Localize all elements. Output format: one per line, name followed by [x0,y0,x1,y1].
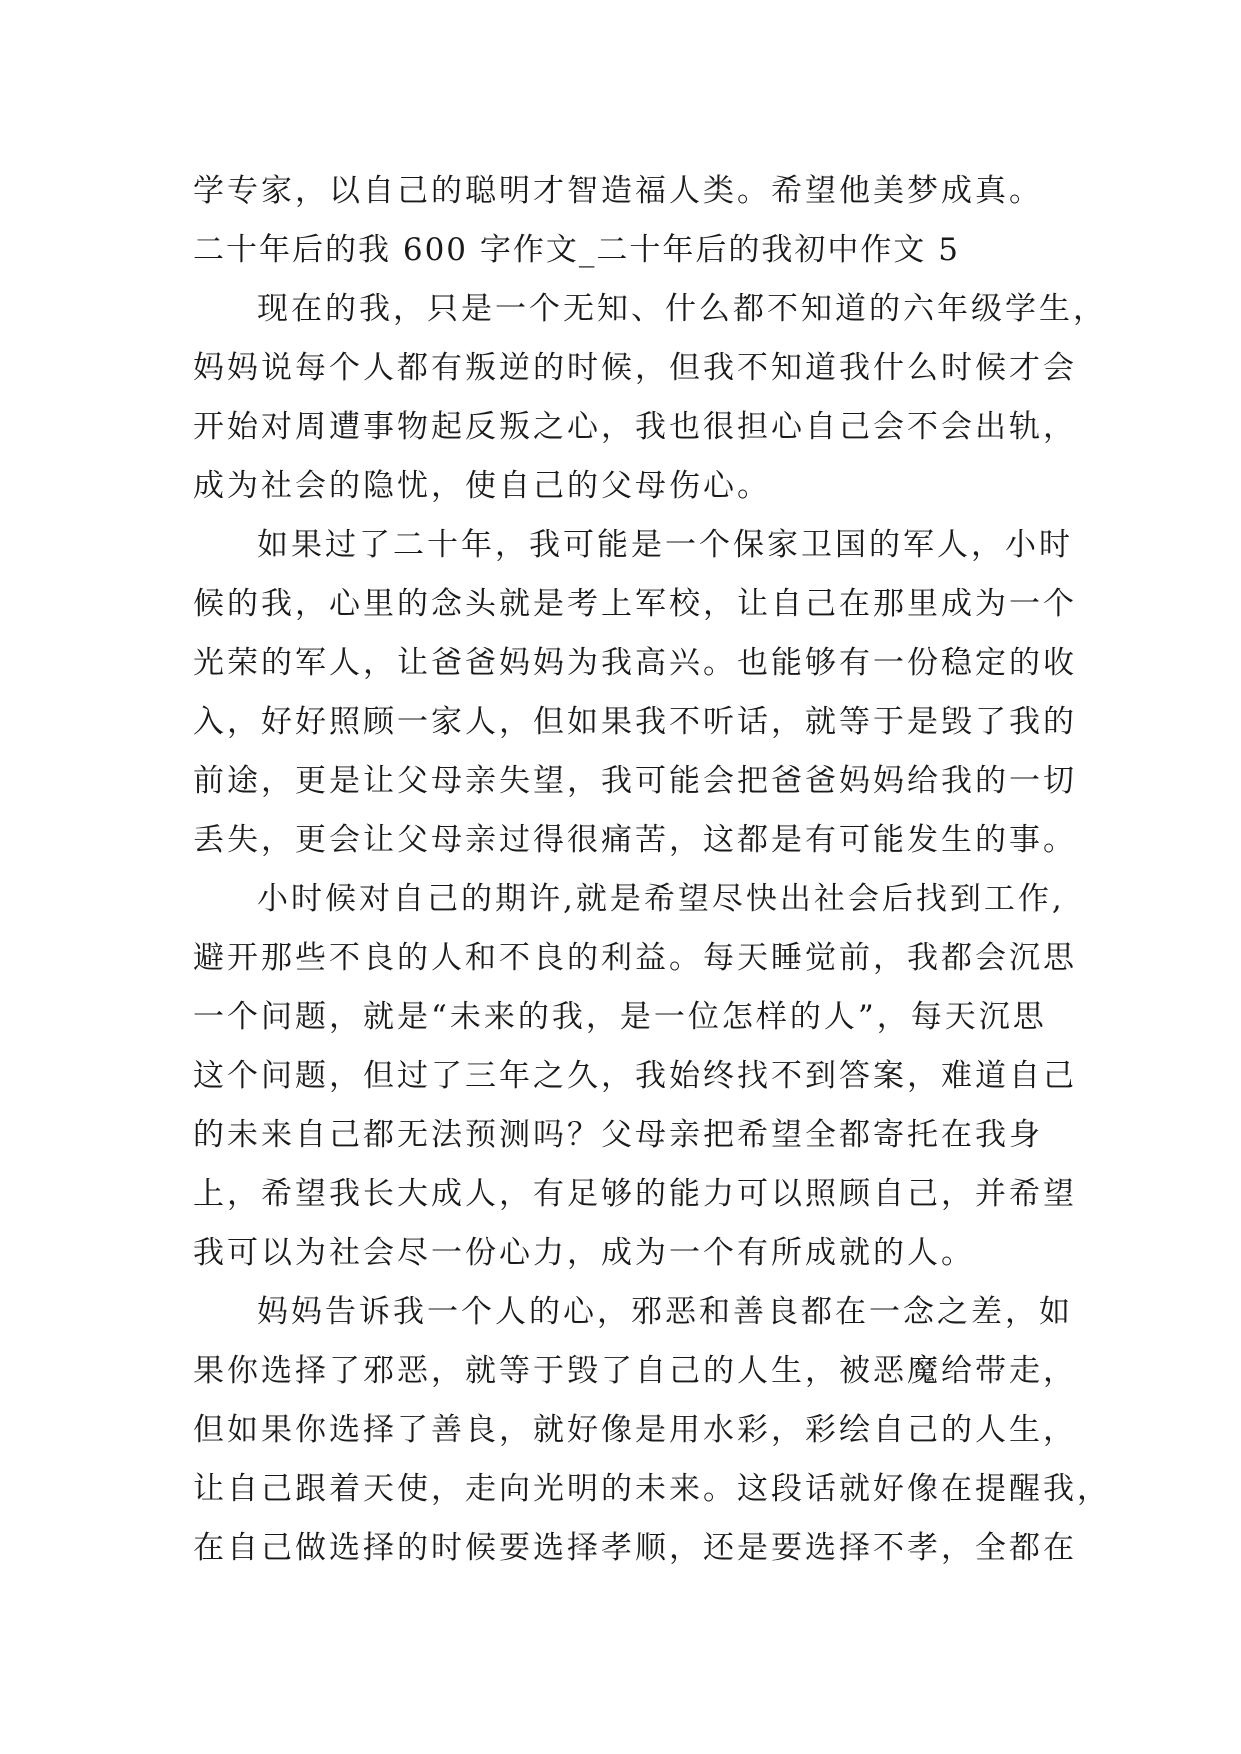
text-line: 妈妈说每个人都有叛逆的时候，但我不知道我什么时候才会 [193,350,1077,386]
text-line: 避开那些不良的人和不良的利益。每天睡觉前，我都会沉思 [193,940,1077,976]
document-body [193,162,1111,1578]
text-line: 妈妈告诉我一个人的心，邪恶和善良都在一念之差，如 [257,1294,1073,1330]
text-line: 在自己做选择的时候要选择孝顺，还是要选择不孝，全都在 [193,1530,1077,1566]
text-line: 光荣的军人，让爸爸妈妈为我高兴。也能够有一份稳定的收 [193,645,1077,681]
paragraph-3 [193,870,1077,1283]
text-line: 开始对周遭事物起反叛之心，我也很担心自己会不会出轨， [193,409,1077,445]
text-line: 前途，更是让父母亲失望，我可能会把爸爸妈妈给我的一切 [193,763,1077,799]
text-line: 入，好好照顾一家人，但如果我不听话，就等于是毁了我的 [193,704,1077,740]
section-heading: 二十年后的我 600 字作文_二十年后的我初中作文 5 [193,232,960,268]
text-line: 果你选择了邪恶，就等于毁了自己的人生，被恶魔给带走， [193,1353,1077,1389]
continuation-line: 学专家，以自己的聪明才智造福人类。希望他美梦成真。 [193,173,1043,209]
text-line: 现在的我，只是一个无知、什么都不知道的六年级学生， [257,291,1107,327]
paragraph-4 [193,1283,1111,1578]
text-line: 丢失，更会让父母亲过得很痛苦，这都是有可能发生的事。 [193,822,1077,858]
text-line: 候的我，心里的念头就是考上军校，让自己在那里成为一个 [193,586,1077,622]
text-line: 的未来自己都无法预测吗？父母亲把希望全都寄托在我身 [193,1117,1043,1153]
text-line: 这个问题，但过了三年之久，我始终找不到答案，难道自己 [193,1058,1077,1094]
text-line: 但如果你选择了善良，就好像是用水彩，彩绘自己的人生， [193,1412,1077,1448]
text-line: 我可以为社会尽一份心力，成为一个有所成就的人。 [193,1235,975,1271]
text-line: 如果过了二十年，我可能是一个保家卫国的军人，小时 [257,527,1073,563]
text-line: 让自己跟着天使，走向光明的未来。这段话就好像在提醒我， [193,1471,1111,1507]
paragraph-1 [193,280,1107,516]
paragraph-2 [193,516,1077,870]
text-line: 上，希望我长大成人，有足够的能力可以照顾自己，并希望 [193,1176,1077,1212]
text-line: 成为社会的隐忧，使自己的父母伤心。 [193,468,771,504]
text-line: 小时候对自己的期许,就是希望尽快出社会后找到工作, [257,881,1065,917]
text-line: 一个问题，就是“未来的我，是一位怎样的人”，每天沉思 [193,999,1047,1035]
